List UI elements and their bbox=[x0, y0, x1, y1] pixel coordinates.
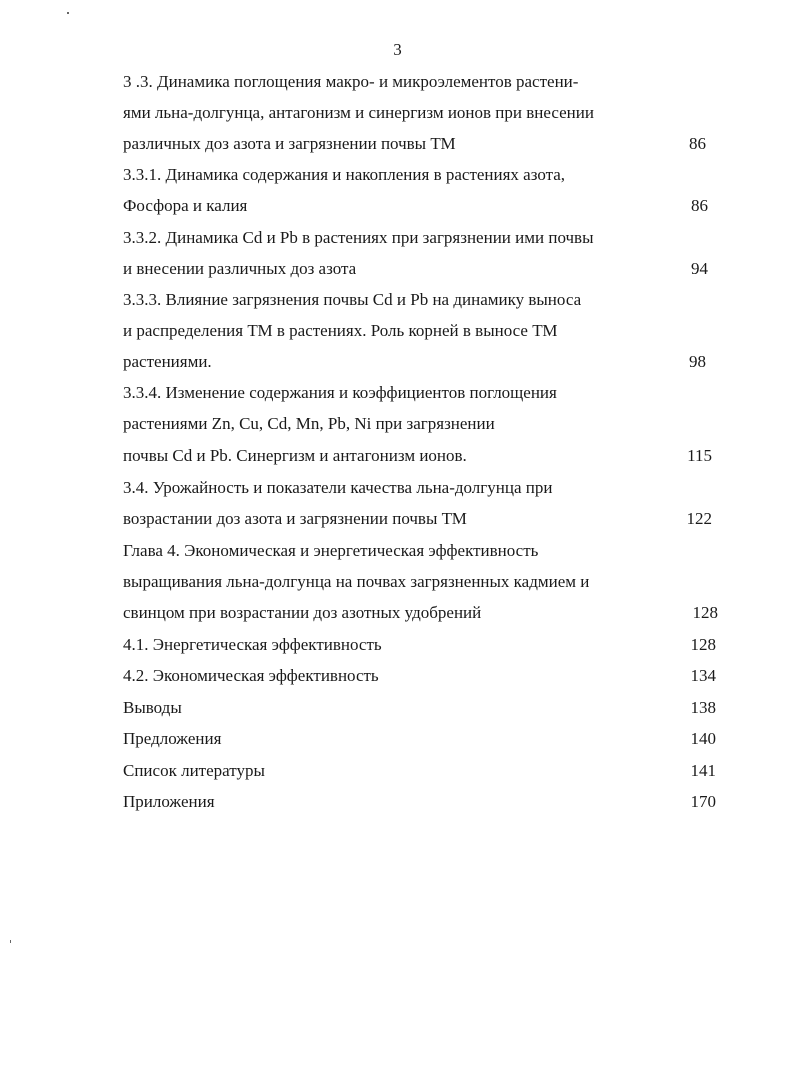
toc-page-number: 128 bbox=[692, 603, 718, 622]
toc-page-number: 141 bbox=[690, 761, 716, 780]
toc-line: 3.3.1. Динамика содержания и накопления в растениях азота, bbox=[123, 165, 566, 184]
page-number: 3 bbox=[393, 40, 402, 59]
toc-page-number: 134 bbox=[690, 666, 716, 685]
toc-page-number: 86 bbox=[689, 134, 706, 153]
toc-line: растениями. bbox=[123, 352, 212, 371]
toc-line: различных доз азота и загрязнении почвы ТМ bbox=[123, 134, 456, 153]
toc-line: Предложения bbox=[123, 729, 222, 748]
toc-line: 3.4. Урожайность и показатели качества льна-долгунца при bbox=[123, 478, 553, 497]
toc-line: 3 .3. Динамика поглощения макро- и микроэлементов растени- bbox=[123, 72, 579, 91]
toc-line: свинцом при возрастании доз азотных удобрений bbox=[123, 603, 482, 622]
toc-page-number: 122 bbox=[686, 509, 712, 528]
toc-page-number: 140 bbox=[690, 729, 716, 748]
toc-page-number: 94 bbox=[691, 259, 708, 278]
toc-line: Список литературы bbox=[123, 761, 265, 780]
scan-speck bbox=[10, 940, 11, 943]
toc-page-number: 138 bbox=[690, 698, 716, 717]
toc-line: и внесении различных доз азота bbox=[123, 259, 357, 278]
toc-line: выращивания льна-долгунца на почвах загрязненных кадмием и bbox=[123, 572, 590, 591]
toc-line: ями льна-долгунца, антагонизм и синергизм ионов при внесении bbox=[123, 103, 594, 122]
toc-line: Приложения bbox=[123, 792, 215, 811]
toc-line: Фосфора и калия bbox=[123, 196, 248, 215]
toc-line: Выводы bbox=[123, 698, 182, 717]
toc-line: 4.1. Энергетическая эффективность bbox=[123, 635, 382, 654]
toc-line: 3.3.2. Динамика Cd и Pb в растениях при загрязнении ими почвы bbox=[123, 228, 594, 247]
toc-page-number: 128 bbox=[690, 635, 716, 654]
toc-page-number: 86 bbox=[691, 196, 708, 215]
toc-line: возрастании доз азота и загрязнении почвы ТМ bbox=[123, 509, 467, 528]
toc-page-number: 115 bbox=[687, 446, 712, 465]
toc-line: 4.2. Экономическая эффективность bbox=[123, 666, 379, 685]
toc-page-number: 170 bbox=[690, 792, 716, 811]
toc-line: 3.3.3. Влияние загрязнения почвы Cd и Pb на динамику выноса bbox=[123, 290, 582, 309]
toc-line: 3.3.4. Изменение содержания и коэффициентов поглощения bbox=[123, 383, 557, 402]
toc-line: Глава 4. Экономическая и энергетическая эффективность bbox=[123, 541, 539, 560]
toc-line: растениями Zn, Cu, Cd, Mn, Pb, Ni при загрязнении bbox=[123, 414, 495, 433]
toc-page-number: 98 bbox=[689, 352, 706, 371]
scan-speck bbox=[67, 12, 69, 14]
toc-line: почвы Cd и Pb. Синергизм и антагонизм ионов. bbox=[123, 446, 467, 465]
toc-line: и распределения ТМ в растениях. Роль корней в выносе ТМ bbox=[123, 321, 558, 340]
